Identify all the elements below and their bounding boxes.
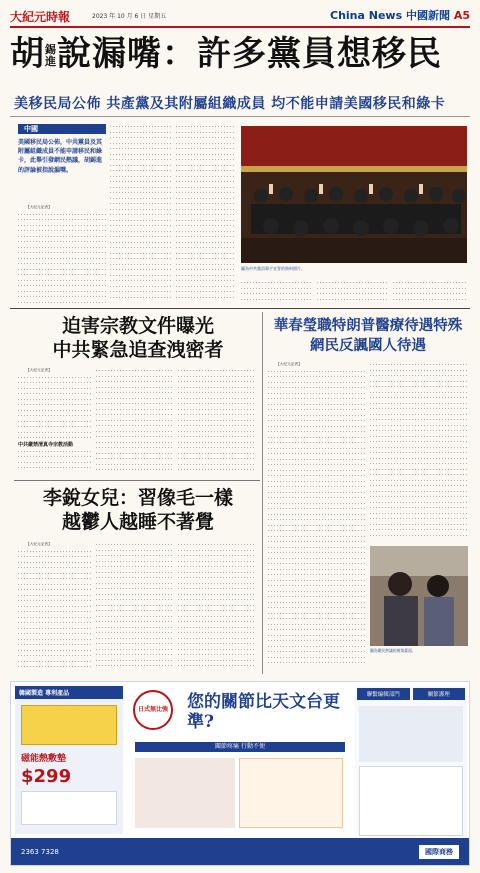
headline-main: 說漏嘴：許多黨員想移民 bbox=[57, 34, 442, 74]
section-zh: 中國新聞 bbox=[405, 9, 450, 22]
newspaper-logo: 大紀元時報 bbox=[10, 10, 71, 24]
story3-body-col2 bbox=[96, 542, 174, 672]
divider bbox=[10, 116, 470, 117]
lead-subhead: 美移民局公佈 共產黨及其附屬組織成員 均不能申請美國移民和綠卡 bbox=[14, 96, 446, 112]
lead-body-col1: 【大紀元記者】 bbox=[18, 205, 106, 305]
ad-right-title1: 聯繫編輯部門 bbox=[357, 688, 410, 700]
divider bbox=[10, 308, 470, 309]
ad-phone[interactable]: 2363 7328 bbox=[21, 847, 59, 856]
story4-body-col1: 【大紀元記者】 bbox=[268, 362, 366, 674]
section-label bbox=[330, 7, 470, 23]
column-divider bbox=[262, 312, 263, 674]
section-tag: 中國 bbox=[18, 124, 106, 134]
lead-body-col5 bbox=[317, 280, 389, 306]
ad-right-image bbox=[359, 706, 463, 762]
people-talking-image bbox=[370, 546, 468, 646]
story3-body-col1: 【大紀元記者】 bbox=[18, 542, 92, 672]
lead-body-col6 bbox=[393, 280, 467, 306]
ad-product-image bbox=[21, 791, 117, 825]
lead-summary: 美國移民局公佈，中共黨員及其附屬組織成員不能申請移民和綠卡，此舉引發網民熱議，胡錫進的評論被指說漏嘴。 bbox=[18, 139, 103, 174]
story3-body-col3 bbox=[178, 542, 256, 672]
advertisement[interactable] bbox=[10, 681, 470, 866]
ad-right-list bbox=[359, 766, 463, 836]
ad-footer-right: 國際商務 bbox=[419, 845, 459, 859]
story4-photo-caption: 圖為網民熱議的視頻畫面。 bbox=[370, 648, 416, 653]
party-meeting-image bbox=[241, 126, 467, 263]
lead-headline bbox=[10, 34, 470, 88]
masthead bbox=[10, 6, 470, 28]
ad-center-image bbox=[135, 758, 235, 828]
ad-left-panel[interactable] bbox=[15, 686, 123, 834]
story2-body-col1: 【大紀元記者】 中共嚴禁清真寺宗教活動 bbox=[18, 368, 92, 476]
ad-center-headline: 您的關節比天文台更準? bbox=[187, 692, 340, 732]
lead-photo-caption: 圖為中共黨員舉手宣誓的資料照片。 bbox=[241, 266, 305, 271]
story2-subhead: 中共嚴禁清真寺宗教活動 bbox=[18, 441, 74, 448]
page-number: A5 bbox=[453, 9, 470, 22]
story2-body-col2 bbox=[96, 368, 174, 476]
ad-footer[interactable] bbox=[11, 838, 469, 865]
story4-photo bbox=[370, 546, 468, 646]
story3-headline: 李銳女兒：習像毛一樣 越鬱人越睡不著覺 bbox=[42, 487, 233, 533]
ad-left-price: $299 bbox=[21, 766, 72, 787]
ad-center-panel[interactable] bbox=[127, 686, 351, 834]
story4-body-col2 bbox=[370, 362, 468, 542]
divider bbox=[14, 480, 260, 481]
ad-product-box-image bbox=[21, 705, 117, 745]
ad-left-brand: 韓國製造 專利產品 bbox=[15, 686, 123, 699]
lead-photo bbox=[241, 126, 467, 263]
ad-right-title2: 關節護理 bbox=[413, 688, 466, 700]
date-line: 2023 年 10 月 6 日 星期五 bbox=[92, 13, 167, 20]
lead-body-col4 bbox=[241, 280, 313, 306]
story4-headline: 華春瑩職特朗普醫療待遇特殊 網民反諷國人待遇 bbox=[273, 317, 463, 354]
ad-center-details bbox=[239, 758, 343, 828]
ad-left-product: 磁能熱敷墊 bbox=[21, 754, 67, 764]
lead-body-col3 bbox=[176, 124, 236, 305]
ad-center-sub: 關節疼痛 行動不便 bbox=[135, 742, 345, 752]
section-en: China News bbox=[330, 9, 403, 22]
story2-body-col3 bbox=[178, 368, 256, 476]
headline-kicker-small: 錫進 bbox=[45, 43, 57, 68]
headline-kicker: 胡 bbox=[10, 34, 45, 74]
ad-badge: 日式無比強 bbox=[133, 690, 173, 730]
lead-body-col2 bbox=[110, 124, 172, 305]
ad-right-panel[interactable] bbox=[355, 686, 467, 834]
story2-headline: 迫害宗教文件曝光 中共緊急追查洩密者 bbox=[52, 315, 224, 361]
